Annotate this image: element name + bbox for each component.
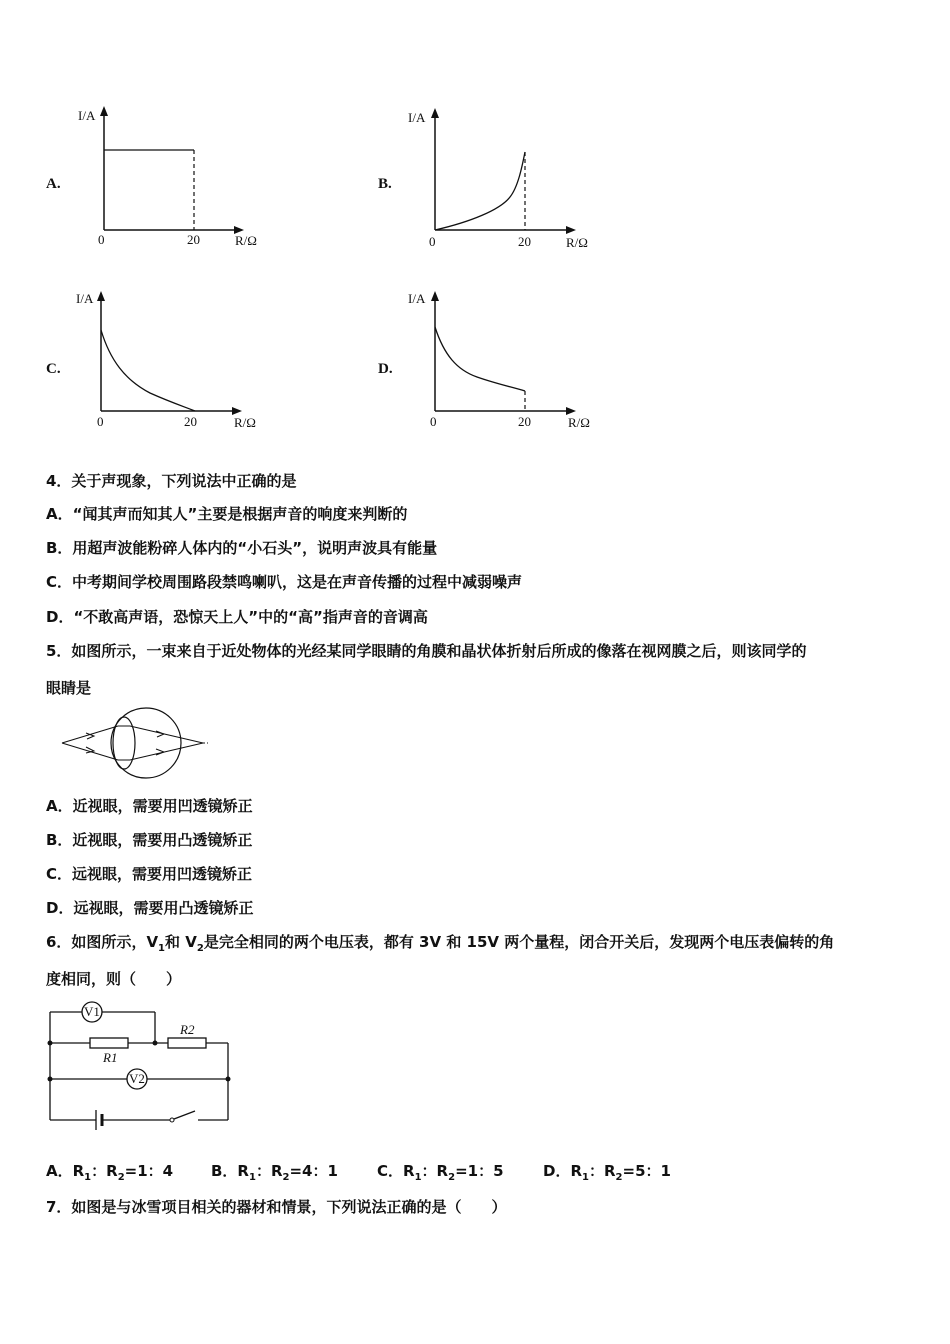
graph-d-xtick: 20: [518, 414, 531, 429]
graph-c: [70, 285, 280, 435]
q4-option-c: C．中考期间学校周围路段禁鸣喇叭，这是在声音传播的过程中减弱噪声: [46, 573, 523, 591]
graph-d-label: D.: [378, 361, 393, 377]
graph-b-label: B.: [378, 176, 392, 192]
q4-option-b: B．用超声波能粉碎人体内的“小石头”，说明声波具有能量: [46, 539, 438, 557]
q5-option-d: D．远视眼，需要用凸透镜矫正: [46, 899, 254, 917]
r2-label: R2: [180, 1022, 195, 1037]
q5-option-b: B．近视眼，需要用凸透镜矫正: [46, 831, 253, 849]
switch: [174, 1111, 195, 1119]
q6-option-d: D．$R_1$：$R_2=5$：1: [543, 1162, 671, 1183]
graph-b-origin: 0: [429, 234, 436, 249]
graph-a-origin: 0: [98, 232, 105, 247]
q6-option-a: A．$R_1$：$R_2=1$：4: [46, 1162, 174, 1183]
graph-b-xlabel: R/Ω: [566, 235, 588, 250]
graph-c-curve: [101, 330, 195, 411]
graph-c-label: C.: [46, 361, 61, 377]
graph-d-xlabel: R/Ω: [568, 415, 590, 430]
q6-stem-line1: 6．如图所示，$V_1$和 $V_2$是完全相同的两个电压表，都有 3V 和 15V 两个量程，闭合开关后，发现两个电压表偏转的角: [46, 933, 835, 954]
q5-stem-line2: 眼睛是: [46, 679, 92, 697]
q4-option-d: D．“不敢高声语，恐惊天上人”中的“高”指声音的音调高: [46, 608, 428, 626]
r2-resistor: [168, 1038, 206, 1048]
q6-option-b: B．$R_1$：$R_2=4$：1: [211, 1162, 338, 1183]
graph-d: [402, 285, 612, 435]
q4-stem: 4．关于声现象，下列说法中正确的是: [46, 472, 297, 490]
graph-c-ylabel: I/A: [76, 291, 94, 306]
circuit-diagram: [40, 998, 240, 1140]
q5-option-a: A．近视眼，需要用凹透镜矫正: [46, 797, 253, 815]
graph-c-xtick: 20: [184, 414, 197, 429]
graph-a-ylabel: I/A: [78, 108, 96, 123]
graph-c-origin: 0: [97, 414, 104, 429]
graph-a-xtick: 20: [187, 232, 200, 247]
q6-option-c: C．$R_1$：$R_2=1$：5: [377, 1162, 504, 1183]
q6-stem-line2: 度相同，则（ ）: [46, 970, 182, 988]
graph-d-curve: [435, 327, 525, 391]
graph-b-xtick: 20: [518, 234, 531, 249]
graph-b-ylabel: I/A: [408, 110, 426, 125]
v2-label: V2: [129, 1071, 145, 1086]
graph-d-ylabel: I/A: [408, 291, 426, 306]
q5-option-c: C．远视眼，需要用凹透镜矫正: [46, 865, 253, 883]
graph-c-xlabel: R/Ω: [234, 415, 256, 430]
graph-a-label: A.: [46, 176, 61, 192]
graph-b-curve: [435, 152, 525, 230]
graph-a: [70, 100, 280, 250]
graph-a-xlabel: R/Ω: [235, 233, 257, 248]
q7-stem: 7．如图是与冰雪项目相关的器材和情景，下列说法正确的是（ ）: [46, 1198, 507, 1216]
graph-d-origin: 0: [430, 414, 437, 429]
q4-option-a: A．“闻其声而知其人”主要是根据声音的响度来判断的: [46, 505, 408, 523]
eye-diagram: [58, 705, 218, 785]
r1-resistor: [90, 1038, 128, 1048]
graph-b: [400, 102, 610, 252]
q5-stem-line1: 5．如图所示，一束来自于近处物体的光经某同学眼睛的角膜和晶状体折射后所成的像落在视网膜之后，则该同学的: [46, 642, 807, 660]
r1-label: R1: [103, 1050, 118, 1065]
v1-label: V1: [84, 1004, 100, 1019]
